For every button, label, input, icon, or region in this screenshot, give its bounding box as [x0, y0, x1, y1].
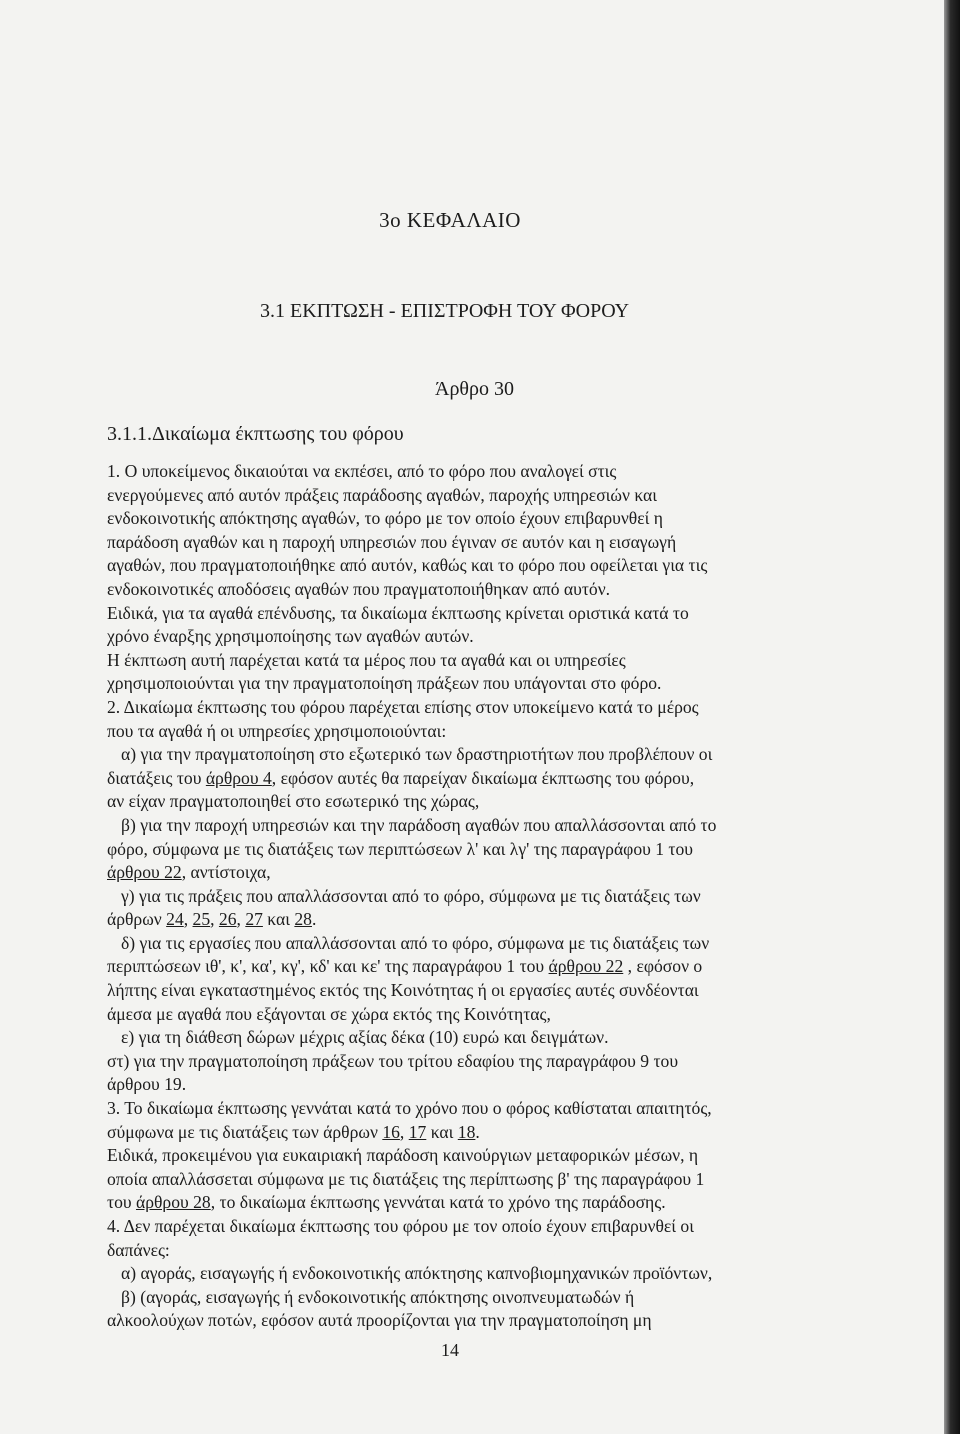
text-line: χρησιμοποιούνται για την πραγματοποίηση πράξεων που υπάγονται στο φόρο.	[107, 673, 662, 694]
article-link[interactable]: άρθρου 4	[205, 767, 272, 788]
article-link[interactable]: άρθρου 22	[107, 862, 182, 883]
article-link[interactable]: 27	[245, 909, 263, 930]
text-line: 1. Ο υποκείμενος δικαιούται να εκπέσει, από το φόρο που αναλογεί στις	[107, 461, 617, 481]
text-line: χρόνο έναρξης χρησιμοποίησης των αγαθών αυτών.	[107, 626, 474, 647]
text-line: β) (αγοράς, εισαγωγής ή ενδοκοινοτικής απόκτησης οινοπνευματωδών ή	[121, 1286, 635, 1307]
text-line: Ειδικά, προκειμένου για ευκαιριακή παράδοση καινούργιων μεταφορικών μέσων, η	[107, 1145, 699, 1166]
subsection-title: 3.1.1.Δικαίωμα έκπτωσης του φόρου	[107, 423, 404, 445]
article-title: Άρθρο 30	[435, 378, 514, 400]
article-link[interactable]: 25	[192, 909, 211, 930]
text-line: γ) για τις πράξεις που απαλλάσσονται από το φόρο, σύμφωνα με τις διατάξεις των	[121, 885, 701, 906]
text-line: Η έκπτωση αυτή παρέχεται κατά τα μέρος που τα αγαθά και οι υπηρεσίες	[107, 649, 626, 670]
text-line: ε) για τη διάθεση δώρων μέχρις αξίας δέκα (10) ευρώ και δειγμάτων.	[121, 1027, 609, 1048]
article-link[interactable]: 26	[218, 909, 237, 930]
text-line: διατάξεις του άρθρου 4, εφόσον αυτές θα παρείχαν δικαίωμα έκπτωσης του φόρου,	[107, 767, 695, 788]
section-title: 3.1 ΕΚΠΤΩΣΗ - ΕΠΙΣΤΡΟΦΗ ΤΟΥ ΦΟΡΟΥ	[260, 300, 630, 322]
text-line: άμεσα με αγαθά που εξάγονται σε χώρα εκτός της Κοινότητας,	[107, 1003, 551, 1024]
text-line: 3. Το δικαίωμα έκπτωσης γεννάται κατά το χρόνο που ο φόρος καθίσταται απαιτητός,	[107, 1098, 712, 1119]
text-line: στ) για την πραγματοποίηση πράξεων του τρίτου εδαφίου της παραγράφου 9 του	[107, 1050, 679, 1071]
article-link[interactable]: άρθρου 22	[548, 956, 624, 977]
article-link[interactable]: 18	[457, 1121, 476, 1142]
page-number: 14	[441, 1340, 459, 1360]
text-line: α) αγοράς, εισαγωγής ή ενδοκοινοτικής απόκτησης καπνοβιομηχανικών προϊόντων,	[121, 1263, 713, 1284]
text-line: αν είχαν πραγματοποιηθεί στο εσωτερικό της χώρας,	[107, 791, 480, 812]
text-line: λήπτης είναι εγκαταστημένος εκτός της Κοινότητας ή οι εργασίες αυτές συνδέονται	[107, 980, 699, 1001]
article-link[interactable]: άρθρου 28	[135, 1192, 211, 1213]
text-line: περιπτώσεων ιθ', κ', κα', κγ', κδ' και κε' της παραγράφου 1 του άρθρου 22 , εφόσον ο	[107, 956, 703, 977]
text-line: 4. Δεν παρέχεται δικαίωμα έκπτωσης του φόρου με τον οποίο έχουν επιβαρυνθεί οι	[107, 1216, 694, 1236]
text-line: ενδοκοινοτικής απόκτησης αγαθών, το φόρο με τον οποίο έχουν επιβαρυνθεί η	[107, 508, 663, 529]
text-line: οποία απαλλάσσεται σύμφωνα με τις διατάξεις της περίπτωσης β' της παραγράφου 1	[107, 1168, 705, 1189]
text-line: άρθρου 19.	[107, 1074, 187, 1095]
article-link[interactable]: 17	[408, 1121, 427, 1142]
chapter-title: 3ο ΚΕΦΑΛΑΙΟ	[379, 208, 521, 232]
text-line: του άρθρου 28, το δικαίωμα έκπτωσης γεννάται κατά το χρόνο της παράδοσης.	[107, 1192, 666, 1213]
text-line: που τα αγαθά ή οι υπηρεσίες χρησιμοποιούνται:	[107, 720, 447, 741]
text-line: β) για την παροχή υπηρεσιών και την παράδοση αγαθών που απαλλάσσονται από το	[121, 814, 717, 835]
text-line: σύμφωνα με τις διατάξεις των άρθρων 16, 17 και 18.	[107, 1121, 480, 1142]
text-line: δαπάνες:	[107, 1239, 170, 1260]
text-line: α) για την πραγματοποίηση στο εξωτερικό των δραστηριοτήτων που προβλέπουν οι	[121, 744, 713, 765]
text-line: παράδοση αγαθών και η παροχή υπηρεσιών που έγιναν σε αυτόν και η εισαγωγή	[107, 531, 677, 552]
text-line: αγαθών, που πραγματοποιήθηκε από αυτόν, καθώς και το φόρο που οφείλεται για τις	[107, 555, 708, 576]
text-line: φόρο, σύμφωνα με τις διατάξεις των περιπτώσεων λ' και λγ' της παραγράφου 1 του	[107, 838, 694, 859]
article-link[interactable]: 16	[382, 1121, 400, 1142]
article-body	[107, 460, 807, 1333]
text-line: δ) για τις εργασίες που απαλλάσσονται από το φόρο, σύμφωνα με τις διατάξεις των	[121, 932, 710, 953]
article-link[interactable]: 28	[294, 909, 312, 930]
text-line: άρθρων 24, 25, 26, 27 και 28.	[107, 909, 317, 930]
text-line: αλκοολούχων ποτών, εφόσον αυτά προορίζονται για την πραγματοποίηση μη	[107, 1310, 652, 1331]
text-line: 2. Δικαίωμα έκπτωσης του φόρου παρέχεται επίσης στον υποκείμενο κατά το μέρος	[107, 696, 699, 717]
text-line: ενεργούμενες από αυτόν πράξεις παράδοσης αγαθών, παροχής υπηρεσιών και	[107, 484, 658, 505]
scan-edge	[944, 0, 960, 1434]
article-link[interactable]: 24	[166, 909, 184, 930]
text-line: ενδοκοινοτικές αποδόσεις αγαθών που πραγματοποιήθηκαν από αυτόν.	[107, 578, 611, 599]
text-line: Ειδικά, για τα αγαθά επένδυσης, τα δικαίωμα έκπτωσης κρίνεται οριστικά κατά το	[107, 602, 689, 623]
text-line: άρθρου 22, αντίστοιχα,	[107, 862, 271, 883]
